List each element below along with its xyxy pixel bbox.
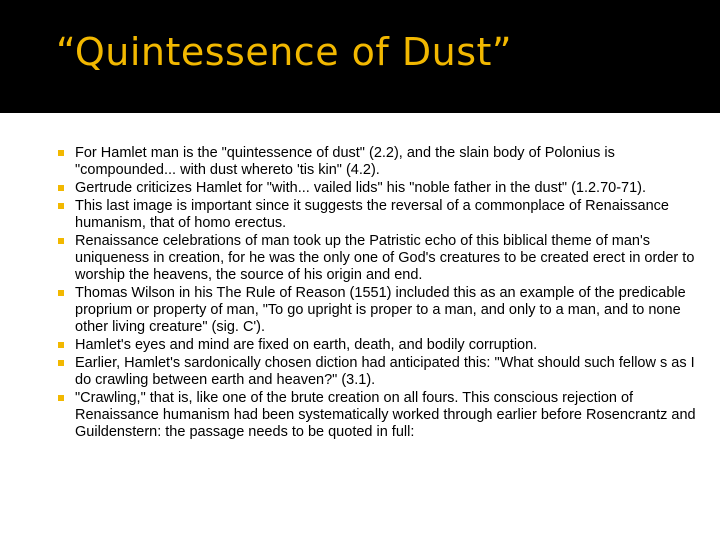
- square-bullet-icon: [58, 395, 64, 401]
- bullet-text: Hamlet's eyes and mind are fixed on earth, death, and bodily corruption.: [75, 337, 538, 353]
- bullet-item: [56, 233, 696, 284]
- bullet-list: [56, 145, 696, 442]
- slide-title: “Quintessence of Dust”: [56, 30, 513, 74]
- square-bullet-icon: [58, 150, 64, 156]
- bullet-item: [56, 198, 696, 232]
- square-bullet-icon: [58, 290, 64, 296]
- bullet-text: Earlier, Hamlet's sardonically chosen diction had anticipated this: "What should such fellow s as I do crawling between earth and heaven?" (3.1).: [75, 355, 695, 388]
- bullet-item: [56, 355, 696, 389]
- bullet-text: This last image is important since it suggests the reversal of a commonplace of Renaissance humanism, that of homo erectus.: [75, 198, 669, 231]
- bullet-text: Renaissance celebrations of man took up the Patristic echo of this biblical theme of man's uniqueness in creation, for he was the only one of God's creatures to be created erect in order to worship the heavens, the source of his origin and end.: [75, 233, 695, 283]
- bullet-item: [56, 285, 696, 336]
- square-bullet-icon: [58, 185, 64, 191]
- bullet-text: Gertrude criticizes Hamlet for "with... vailed lids" his "noble father in the dust" (1.2.70-71).: [75, 180, 647, 196]
- square-bullet-icon: [58, 238, 64, 244]
- bullet-item: [56, 145, 696, 179]
- square-bullet-icon: [58, 342, 64, 348]
- title-band: [0, 0, 720, 113]
- square-bullet-icon: [58, 360, 64, 366]
- bullet-item: [56, 337, 696, 354]
- bullet-text: For Hamlet man is the "quintessence of dust" (2.2), and the slain body of Polonius is "compounded... with dust whereto 'tis kin" (4.2).: [75, 145, 615, 178]
- bullet-text: Thomas Wilson in his The Rule of Reason (1551) included this as an example of the predicable proprium or property of man, "To go upright is proper to a man, and only to a man, and to none other living creature" (sig. C').: [75, 285, 686, 335]
- bullet-item: [56, 180, 696, 197]
- bullet-item: [56, 390, 696, 441]
- bullet-text: "Crawling," that is, like one of the brute creation on all fours. This conscious rejection of Renaissance humanism had been systematically worked through earlier before Rosencrantz and Guildenstern: the passage needs to be quoted in full:: [75, 390, 696, 440]
- square-bullet-icon: [58, 203, 64, 209]
